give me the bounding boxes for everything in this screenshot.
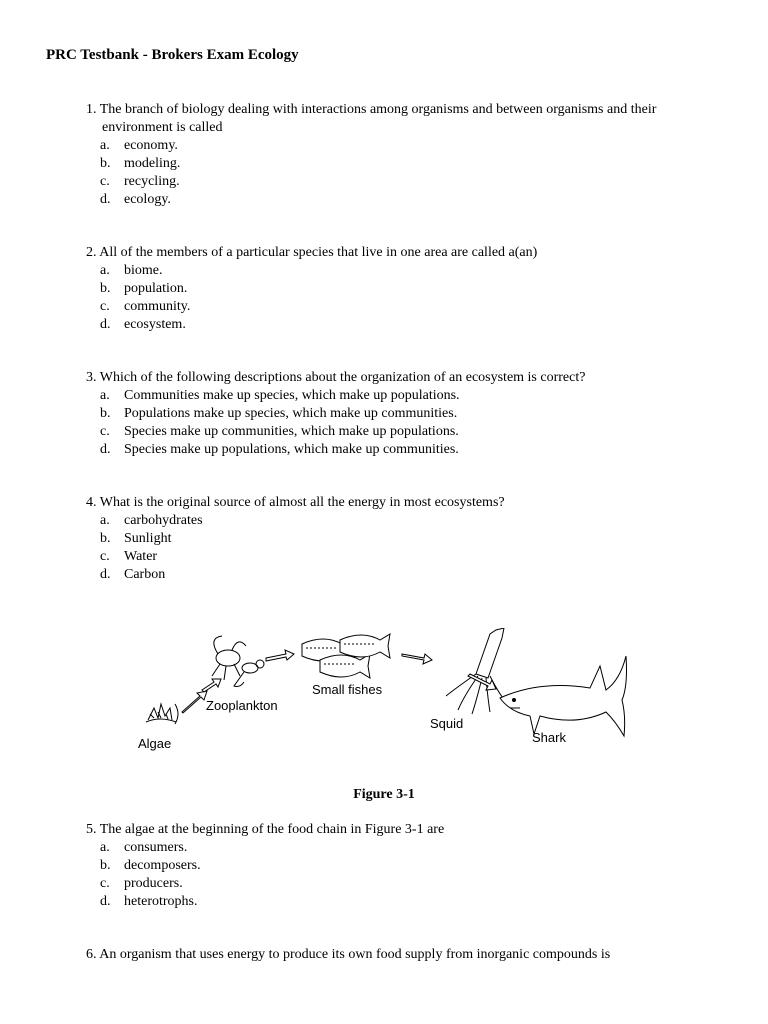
option-letter: c.	[100, 299, 110, 314]
question-stem: 1. The branch of biology dealing with interactions among organisms and between organisms and their environment is called	[86, 102, 657, 135]
option-c	[86, 423, 686, 441]
option-text: biome.	[124, 263, 163, 278]
option-d	[86, 191, 686, 209]
option-a	[86, 387, 686, 405]
option-letter: c.	[100, 424, 110, 439]
option-text: Carbon	[124, 567, 166, 582]
option-letter: b.	[100, 156, 111, 171]
option-letter: d.	[100, 567, 111, 582]
option-a	[86, 512, 686, 530]
option-letter: c.	[100, 876, 110, 891]
question-stem: 5. The algae at the beginning of the food chain in Figure 3-1 are	[86, 822, 445, 837]
option-text: heterotrophs.	[124, 894, 198, 909]
option-d	[86, 893, 686, 911]
small-fishes-drawing	[302, 634, 390, 678]
option-letter: a.	[100, 388, 110, 403]
question-stem: 2. All of the members of a particular species that live in one area are called a(an)	[86, 245, 538, 260]
option-text: consumers.	[124, 840, 188, 855]
option-text: ecosystem.	[124, 317, 186, 332]
option-text: modeling.	[124, 156, 181, 171]
option-c	[86, 298, 686, 316]
option-letter: d.	[100, 894, 111, 909]
option-letter: a.	[100, 263, 110, 278]
figure-label-algae: Algae	[138, 736, 172, 751]
question-6	[86, 946, 686, 964]
figure-label-shark: Shark	[532, 730, 566, 745]
question-4	[86, 494, 686, 584]
food-chain-figure	[130, 628, 630, 758]
question-5	[86, 821, 686, 911]
answer-options	[86, 387, 686, 459]
answer-options	[86, 512, 686, 584]
option-b	[86, 857, 686, 875]
option-text: producers.	[124, 876, 183, 891]
option-c	[86, 173, 686, 191]
option-text: Species make up communities, which make up populations.	[124, 424, 459, 439]
option-letter: a.	[100, 840, 110, 855]
option-b	[86, 405, 686, 423]
question-stem: 3. Which of the following descriptions about the organization of an ecosystem is correct?	[86, 370, 586, 385]
option-letter: a.	[100, 513, 110, 528]
option-text: Communities make up species, which make up populations.	[124, 388, 460, 403]
option-letter: b.	[100, 858, 111, 873]
option-a	[86, 137, 686, 155]
option-text: Populations make up species, which make up communities.	[124, 406, 458, 421]
option-text: ecology.	[124, 192, 171, 207]
option-text: population.	[124, 281, 188, 296]
answer-options	[86, 137, 686, 209]
option-c	[86, 548, 686, 566]
option-text: decomposers.	[124, 858, 201, 873]
option-b	[86, 530, 686, 548]
option-letter: c.	[100, 174, 110, 189]
figure-label-squid: Squid	[430, 716, 464, 731]
answer-options	[86, 839, 686, 911]
option-a	[86, 839, 686, 857]
option-letter: b.	[100, 281, 111, 296]
option-b	[86, 155, 686, 173]
option-letter: b.	[100, 531, 111, 546]
option-letter: d.	[100, 442, 111, 457]
document-title: PRC Testbank - Brokers Exam Ecology	[46, 47, 299, 63]
option-text: Water	[124, 549, 158, 564]
option-d	[86, 566, 686, 584]
shark-drawing	[500, 656, 627, 736]
figure-label-small-fishes: Small fishes	[312, 682, 383, 697]
question-2	[86, 244, 686, 334]
option-letter: b.	[100, 406, 111, 421]
figure-label-zooplankton: Zooplankton	[206, 698, 278, 713]
option-d	[86, 441, 686, 459]
option-letter: d.	[100, 192, 111, 207]
option-letter: d.	[100, 317, 111, 332]
option-text: economy.	[124, 138, 178, 153]
squid-drawing	[446, 628, 508, 714]
option-letter: c.	[100, 549, 110, 564]
option-text: recycling.	[124, 174, 180, 189]
option-text: carbohydrates	[124, 513, 203, 528]
option-a	[86, 262, 686, 280]
option-c	[86, 875, 686, 893]
option-text: Sunlight	[124, 531, 172, 546]
option-d	[86, 316, 686, 334]
question-3	[86, 369, 686, 459]
question-1	[86, 101, 686, 209]
question-stem: 4. What is the original source of almost all the energy in most ecosystems?	[86, 495, 505, 510]
option-text: Species make up populations, which make up communities.	[124, 442, 459, 457]
algae-drawing	[146, 704, 178, 724]
figure-caption: Figure 3-1	[353, 787, 415, 802]
option-text: community.	[124, 299, 191, 314]
option-letter: a.	[100, 138, 110, 153]
answer-options	[86, 262, 686, 334]
question-stem: 6. An organism that uses energy to produce its own food supply from inorganic compounds is	[86, 947, 611, 962]
option-b	[86, 280, 686, 298]
